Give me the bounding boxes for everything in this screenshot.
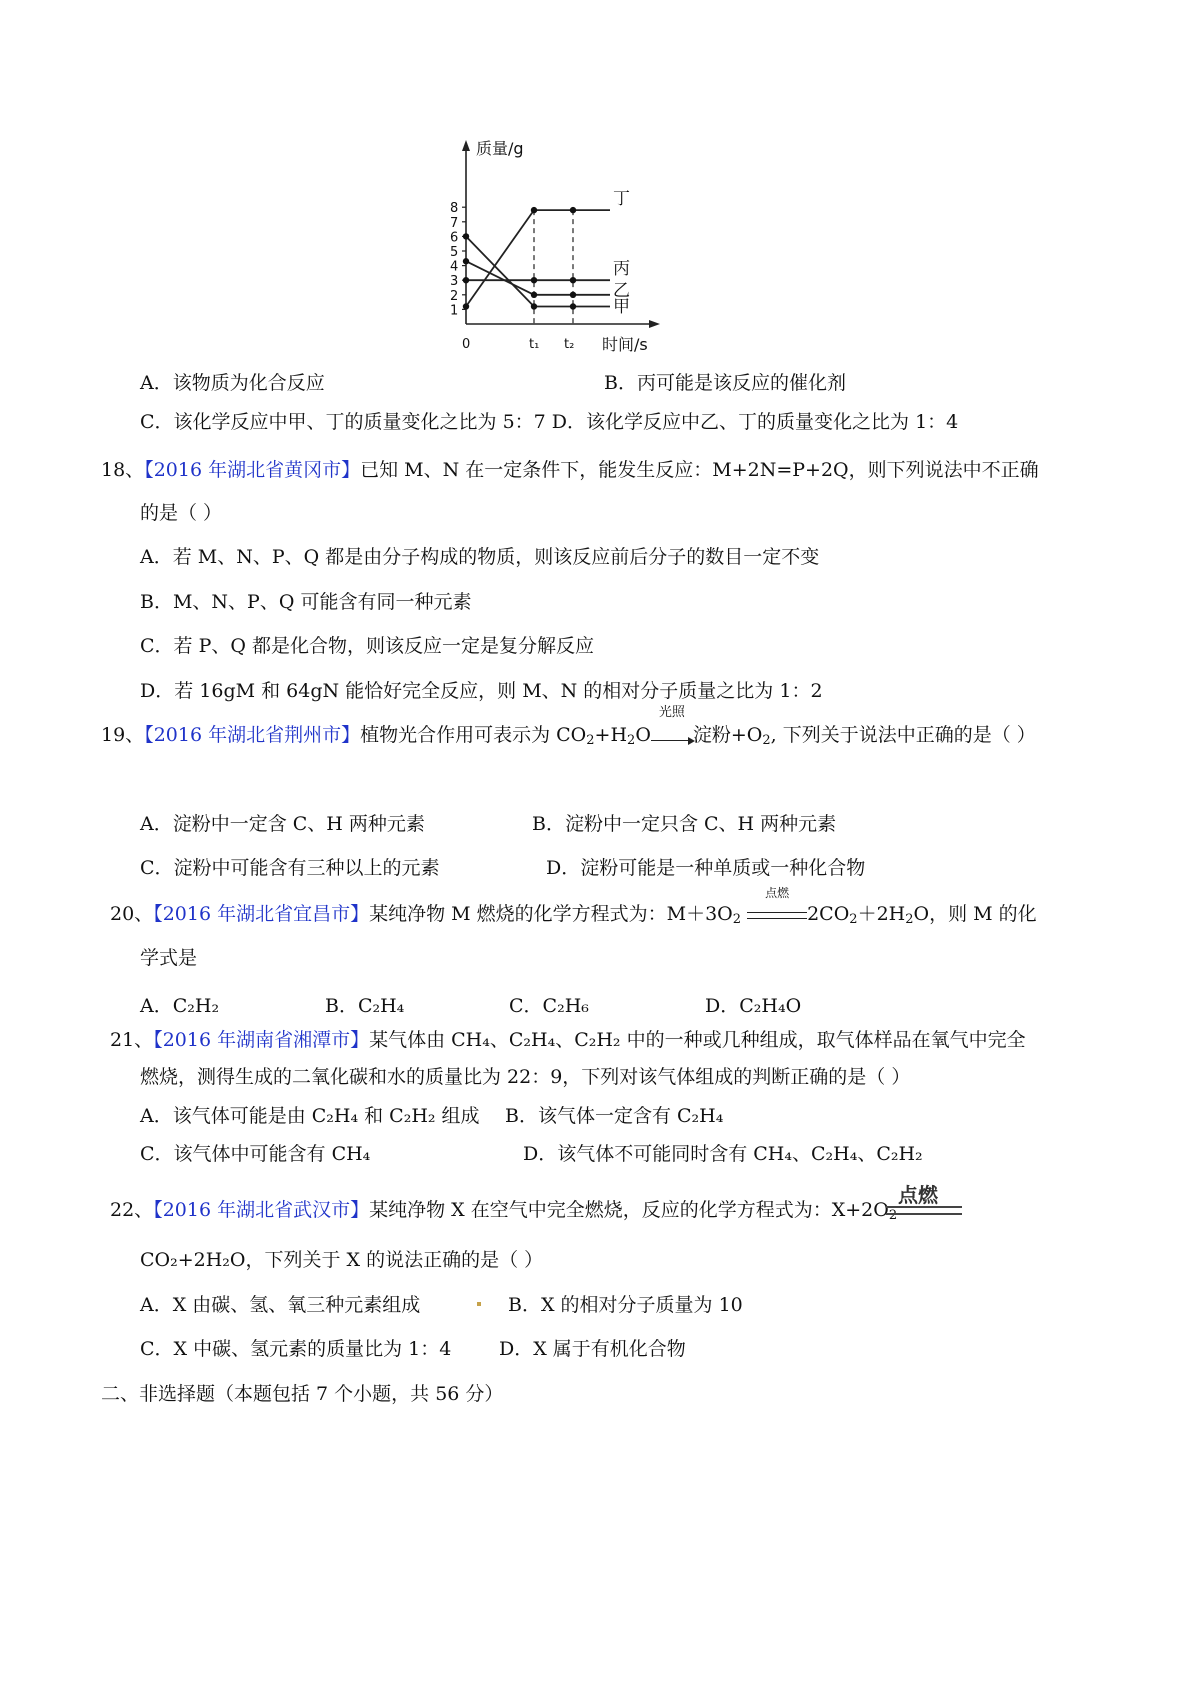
series-label: 丁: [613, 189, 630, 209]
y-tick-label: 3: [450, 274, 459, 290]
y-tick-label: 7: [450, 215, 459, 231]
q22-option-a: A．X 由碳、氢、氧三种元素组成: [140, 1294, 421, 1316]
q19-option-b: B．淀粉中一定只含 C、H 两种元素: [532, 813, 837, 835]
data-point: [531, 277, 537, 283]
q21-option-a: A．该气体可能是由 C₂H₄ 和 C₂H₂ 组成: [140, 1105, 480, 1127]
q20-option-a: A．C₂H₂: [140, 995, 220, 1017]
q20-option-d: D．C₂H₄O: [705, 995, 802, 1017]
q19-stem: 19、【2016 年湖北省荆州市】植物光合作用可表示为 $CO_2+H_2O$ 光照 淀粉$+O_2$, 下列关于说法中正确的是（ ）: [101, 705, 1036, 748]
q18-number: 18、: [101, 459, 145, 481]
q20-text-a: 某纯净物 M 燃烧的化学方程式为：M＋3O: [369, 903, 733, 925]
q20-text-c: ＋2H: [857, 903, 906, 925]
mass-time-chart: [440, 128, 700, 358]
q19-text-a: 植物光合作用可表示为 CO: [360, 724, 587, 746]
x-tick-label: t₂: [564, 337, 575, 352]
q22-option-c: C．X 中碳、氢元素的质量比为 1：4: [140, 1338, 452, 1360]
q17-option-a: A．该物质为化合反应: [140, 372, 325, 394]
q22-source: 【2016 年湖北省武汉市】: [153, 1199, 370, 1221]
q18-option-c: C．若 P、Q 都是化合物，则该反应一定是复分解反应: [140, 635, 594, 657]
q21-text: 某气体由 CH₄、C₂H₄、C₂H₂ 中的一种或几种组成，取气体样品在氧气中完全: [369, 1029, 1026, 1051]
stray-dot: [477, 1302, 481, 1306]
q18-option-d: D．若 16gM 和 64gN 能恰好完全反应，则 M、N 的相对分子质量之比为 1：2: [140, 680, 823, 702]
q18-option-b: B．M、N、P、Q 可能含有同一种元素: [140, 591, 472, 613]
q17-option-b: B．丙可能是该反应的催化剂: [604, 372, 846, 394]
data-point: [463, 277, 469, 283]
q18-text: 已知 M、N 在一定条件下，能发生反应：M+2N=P+2Q，则下列说法中不正确: [360, 459, 1039, 481]
data-point: [463, 233, 469, 239]
q20-stem: 20、【2016 年湖北省宜昌市】某纯净物 M 燃烧的化学方程式为：$M+3O_2$ 点燃 $2CO_2+2H_2O$，则 M 的化: [110, 886, 1037, 927]
q21-number: 21、: [110, 1029, 154, 1051]
data-point: [570, 277, 576, 283]
y-tick-label: 6: [450, 230, 459, 246]
q19-text-o: O: [635, 724, 651, 746]
y-axis-arrow: [462, 140, 470, 151]
q19-option-c: C．淀粉中可能含有三种以上的元素: [140, 857, 440, 879]
q22-option-b: B．X 的相对分子质量为 10: [508, 1294, 743, 1316]
q22-text: 某纯净物 X 在空气中完全燃烧，反应的化学方程式为：X+2O: [369, 1199, 889, 1221]
q20-stem-2: 学式是: [140, 947, 198, 969]
q19-text-b: +H: [594, 724, 628, 746]
q19-option-d: D．淀粉可能是一种单质或一种化合物: [546, 857, 866, 879]
q20-condition-sign: [747, 886, 807, 927]
q20-number: 20、: [110, 903, 154, 925]
data-point: [531, 292, 537, 298]
q19-option-a: A．淀粉中一定含 C、H 两种元素: [140, 813, 425, 835]
q20-source: 【2016 年湖北省宜昌市】: [153, 903, 370, 925]
data-point: [463, 303, 469, 309]
q22-number: 22、: [110, 1199, 154, 1221]
q21-stem-2: 燃烧，测得生成的二氧化碳和水的质量比为 22：9，下列对该气体组成的判断正确的是（ ）: [140, 1066, 911, 1088]
data-point: [531, 207, 537, 213]
q22-option-d: D．X 属于有机化合物: [499, 1338, 686, 1360]
q22-condition: 点燃: [898, 1183, 938, 1207]
q20-option-c: C．C₂H₆: [509, 995, 589, 1017]
x-axis-label: 时间/s: [602, 335, 648, 354]
q22-stem-2: CO₂+2H₂O，下列关于 X 的说法正确的是（ ）: [140, 1249, 544, 1271]
y-axis-label: 质量/g: [476, 139, 524, 158]
y-tick-label: 2: [450, 288, 459, 304]
q21-source: 【2016 年湖南省湘潭市】: [153, 1029, 370, 1051]
q20-option-b: B．C₂H₄: [325, 995, 405, 1017]
q22-condition-sign: [886, 1183, 962, 1226]
q19-source: 【2016 年湖北省荆州市】: [144, 724, 361, 746]
q19-reaction-arrow: [651, 705, 693, 748]
series-label: 乙: [613, 281, 630, 301]
section-2-heading: 二、非选择题（本题包括 7 个小题，共 56 分）: [101, 1383, 504, 1405]
series-label: 甲: [613, 297, 630, 317]
y-tick-label: 8: [450, 201, 459, 217]
q18-stem-2: 的是（ ）: [140, 502, 223, 524]
x-axis-arrow: [649, 320, 660, 328]
data-point: [463, 258, 469, 264]
q20-text-b: 2CO: [807, 903, 850, 925]
series-label: 丙: [613, 259, 630, 279]
q18-option-a: A．若 M、N、P、Q 都是由分子构成的物质，则该反应前后分子的数目一定不变: [140, 546, 820, 568]
q19-condition: 光照: [658, 705, 685, 720]
q19-text-d: , 下列关于说法中正确的是（ ）: [770, 724, 1036, 746]
y-tick-label: 1: [450, 303, 459, 319]
q19-text-c: 淀粉+O: [692, 724, 763, 746]
y-tick-label: 5: [450, 245, 459, 260]
q20-condition: 点燃: [765, 886, 790, 900]
q18-source: 【2016 年湖北省黄冈市】: [144, 459, 361, 481]
series-line: [466, 261, 610, 295]
q21-option-b: B．该气体一定含有 C₂H₄: [505, 1105, 724, 1127]
y-tick-label: 4: [450, 259, 459, 275]
data-point: [531, 303, 537, 309]
x-tick-label: 0: [462, 337, 471, 352]
data-point: [570, 207, 576, 213]
data-point: [570, 292, 576, 298]
x-tick-label: t₁: [529, 337, 540, 352]
q20-text-d: O，则 M 的化: [913, 903, 1037, 925]
q22-stem: 22、【2016 年湖北省武汉市】某纯净物 X 在空气中完全燃烧，反应的化学方程式为：$X+2O_2$: [110, 1199, 898, 1223]
data-point: [570, 303, 576, 309]
q21-option-c: C．该气体中可能含有 CH₄: [140, 1143, 371, 1165]
q17-options-cd: C．该化学反应中甲、丁的质量变化之比为 5：7 D．该化学反应中乙、丁的质量变化之比为 1：4: [140, 411, 959, 433]
q21-stem: [110, 1027, 1026, 1053]
q18-stem: [101, 457, 1039, 483]
q21-option-d: D．该气体不可能同时含有 CH₄、C₂H₄、C₂H₂: [523, 1143, 923, 1165]
q19-number: 19、: [101, 724, 145, 746]
